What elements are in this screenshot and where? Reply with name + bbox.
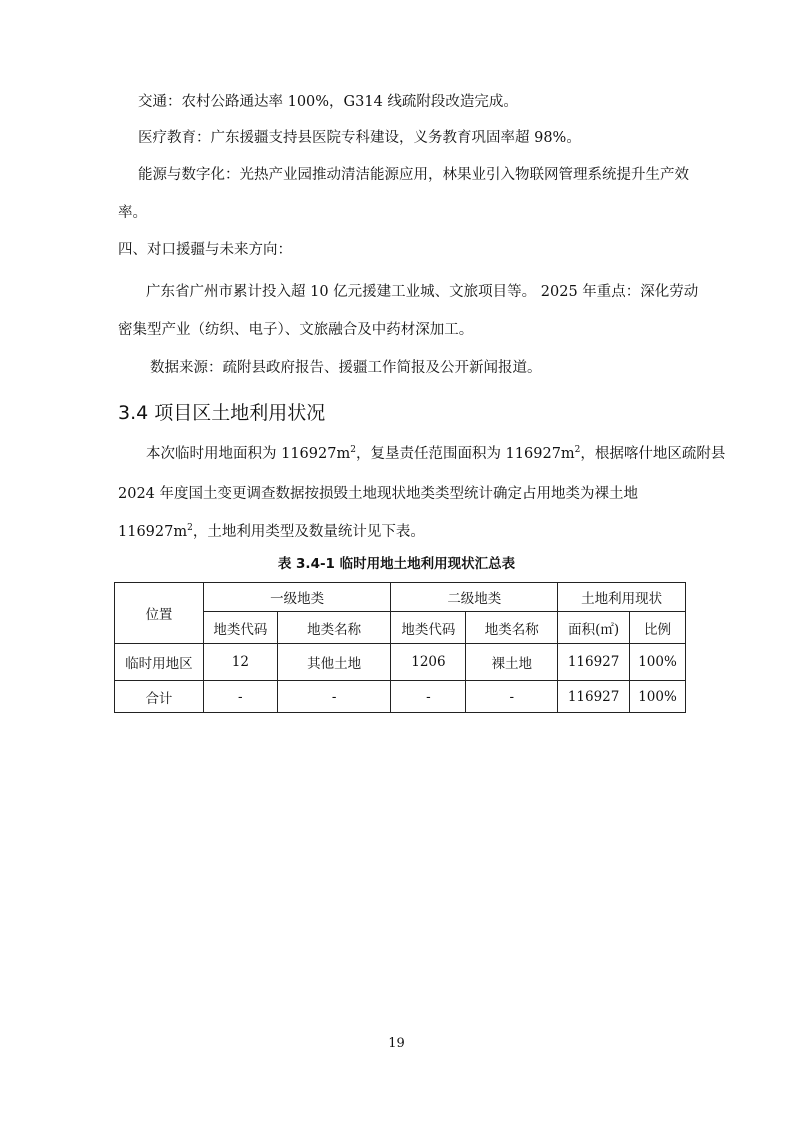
section-heading: 3.4 项目区土地利用状况 (118, 402, 326, 424)
cell-code1: - (203, 681, 277, 713)
cell-code2: - (391, 681, 466, 713)
header-name1: 地类名称 (277, 612, 391, 644)
paragraph-energy-line1: 能源与数字化：光热产业园推动清洁能源应用，林果业引入物联网管理系统提升生产效 (138, 167, 689, 183)
cell-name1: 其他土地 (277, 644, 391, 681)
cell-position: 合计 (115, 681, 204, 713)
data-source-note: 数据来源：疏附县政府报告、援疆工作简报及公开新闻报道。 (150, 360, 542, 376)
header-status: 土地利用现状 (558, 583, 686, 612)
cell-area: 116927 (558, 681, 630, 713)
body-line-3: $116927m^2$，土地利用类型及数量统计见下表。 (118, 523, 425, 540)
header-code2: 地类代码 (391, 612, 466, 644)
paragraph-transport: 交通：农村公路通达率 100%，G314 线疏附段改造完成。 (138, 94, 518, 110)
table-row (115, 644, 686, 681)
header-ratio: 比例 (630, 612, 686, 644)
table-caption: 表 3.4-1 临时用地土地利用现状汇总表 (277, 556, 516, 572)
cell-code1: 12 (203, 644, 277, 681)
section-four-title: 四、对口援疆与未来方向： (118, 242, 292, 258)
header-level1: 一级地类 (203, 583, 391, 612)
paragraph-guangzhou-line1: 广东省广州市累计投入超 10 亿元援建工业城、文旅项目等。 2025 年重点：深化劳动 (146, 284, 699, 300)
paragraph-medical: 医疗教育：广东援疆支持县医院专科建设，义务教育巩固率超 98%。 (138, 130, 581, 146)
cell-name2: 裸土地 (466, 644, 558, 681)
cell-name2: - (466, 681, 558, 713)
cell-ratio: 100% (630, 644, 686, 681)
cell-position: 临时用地区 (115, 644, 204, 681)
header-level2: 二级地类 (391, 583, 558, 612)
cell-ratio: 100% (630, 681, 686, 713)
cell-code2: 1206 (391, 644, 466, 681)
header-name2: 地类名称 (466, 612, 558, 644)
page-number: 19 (388, 1036, 405, 1051)
header-area: 面积(㎡) (558, 612, 630, 644)
table-row (115, 681, 686, 713)
cell-area: 116927 (558, 644, 630, 681)
header-position: 位置 (115, 583, 204, 644)
land-use-table (114, 582, 686, 713)
paragraph-energy-line2: 率。 (118, 205, 147, 221)
cell-name1: - (277, 681, 391, 713)
paragraph-guangzhou-line2: 密集型产业（纺织、电子）、文旅融合及中药材深加工。 (118, 322, 474, 338)
body-line-2: 2024 年度国土变更调查数据按损毁土地现状地类类型统计确定占用地类为裸土地 (118, 486, 639, 502)
header-code1: 地类代码 (203, 612, 277, 644)
body-line-1: 本次临时用地面积为 $116927m^2$，复垦责任范围面积为 $116927m^2$，根据喀什地区疏附县 (146, 445, 726, 462)
